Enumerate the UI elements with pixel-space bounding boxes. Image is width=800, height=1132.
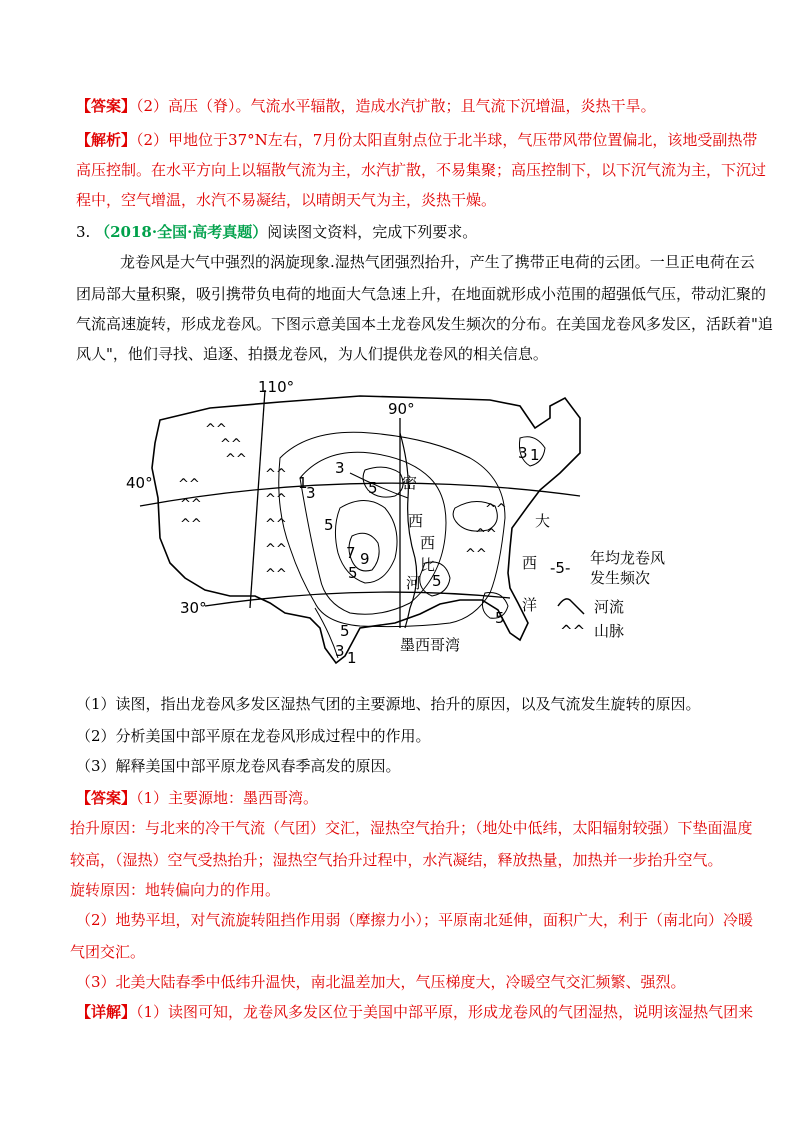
- mountain-icon: ^^: [180, 497, 202, 512]
- river-label-char: 西: [420, 534, 436, 552]
- prev-analysis-line-1: [76, 130, 758, 150]
- lon-label-110: 110°: [258, 378, 295, 396]
- lon-line-110: [250, 390, 265, 608]
- ocean-label-char: 洋: [522, 596, 538, 614]
- answer-line-1: [76, 788, 736, 808]
- prev-answer-line: [76, 96, 736, 116]
- answer-tag: 【答案】: [76, 97, 137, 115]
- subquestion-2: （2）分析美国中部平原在龙卷风形成过程中的作用。: [76, 727, 431, 745]
- river-label-char: 河: [406, 574, 422, 592]
- detail-line-1: [76, 1002, 754, 1022]
- ocean-label-char: 大: [535, 512, 551, 530]
- legend-contour-value: -5-: [550, 559, 571, 577]
- river-label-char: 密: [402, 474, 418, 492]
- contour-label: 5: [368, 479, 378, 497]
- mountain-icon: ^^: [265, 542, 287, 557]
- contour-label: 1: [530, 446, 540, 464]
- contour-label: 5: [340, 622, 350, 640]
- answer-line-5: （2）地势平坦，对气流旋转阻挡作用弱（摩擦力小）；平原南北延伸，面积广大，利于（南北向）冷暖: [76, 911, 754, 929]
- mountain-icon: ^^: [475, 527, 497, 542]
- contour-label: 7: [346, 544, 356, 562]
- prev-analysis-text-1: （2）甲地位于37°N左右，7月份太阳直射点位于北半球，气压带风带位置偏北，该地受副热带: [136, 131, 758, 149]
- mountain-icon: ^^: [465, 547, 487, 562]
- legend-contour-text-1: 年均龙卷风: [590, 549, 666, 567]
- question-number: 3.: [76, 223, 91, 241]
- question-instruction: 阅读图文资料，完成下列要求。: [267, 223, 478, 241]
- detail-text-1: （1）读图可知，龙卷风多发区位于美国中部平原，形成龙卷风的气团湿热，说明该湿热气团来: [136, 1003, 754, 1021]
- mountain-icon: ^^: [178, 477, 200, 492]
- contour-label: 5: [432, 572, 442, 590]
- lat-line-40: [140, 483, 580, 506]
- lat-label-40: 40°: [126, 474, 153, 492]
- contour-label: 5: [495, 609, 505, 627]
- mountain-icon: ^^: [265, 517, 287, 532]
- passage-line-3: 气流高速旋转，形成龙卷风。下图示意美国本土龙卷风发生频次的分布。在美国龙卷风多发区，活跃着"追: [76, 315, 773, 333]
- passage-line-4: 风人"，他们寻找、追逐、拍摄龙卷风，为人们提供龙卷风的相关信息。: [76, 345, 548, 363]
- prev-analysis-line-3: 程中，空气增温，水汽不易凝结，以晴朗天气为主，炎热干燥。: [76, 191, 497, 209]
- subquestion-3: （3）解释美国中部平原龙卷风春季高发的原因。: [76, 757, 401, 775]
- question-source: （2018·全国·高考真题）: [95, 223, 268, 241]
- answer-line-4: 旋转原因：地转偏向力的作用。: [70, 881, 281, 899]
- legend-contour-text-2: 发生频次: [590, 569, 651, 587]
- mountain-icon: ^^: [220, 437, 242, 452]
- mountain-symbols: [178, 422, 507, 582]
- legend-mountain-text: 山脉: [594, 622, 625, 640]
- analysis-tag: 【解析】: [76, 131, 137, 149]
- passage-line-2: 团局部大量积聚，吸引携带负电荷的地面大气急速上升，在地面就形成小范围的超强低气压，带动汇聚的: [76, 285, 767, 303]
- lon-label-90: 90°: [388, 400, 415, 418]
- answer-line-6: 气团交汇。: [70, 943, 146, 961]
- answer-line-7: （3）北美大陆春季中低纬升温快，南北温差加大，气压梯度大，冷暖空气交汇频繁、强烈。: [76, 973, 686, 991]
- detail-tag: 【详解】: [76, 1003, 137, 1021]
- tornado-frequency-map: [110, 378, 670, 670]
- answer-line-3: 较高，（湿热）空气受热抬升；湿热空气抬升过程中，水汽凝结，释放热量，加热并一步抬升空气。: [70, 851, 723, 869]
- lat-label-30: 30°: [180, 599, 207, 617]
- mountain-icon: ^^: [265, 567, 287, 582]
- question-header: [76, 222, 736, 242]
- passage-line-1: 龙卷风是大气中强烈的涡旋现象.湿热气团强烈抬升，产生了携带正电荷的云团。一旦正电荷在云: [120, 253, 755, 271]
- contour-label: 9: [360, 550, 370, 568]
- contour-1: [279, 432, 505, 626]
- mountain-icon: ^^: [225, 452, 247, 467]
- mountain-icon: ^^: [265, 492, 287, 507]
- river-tributary: [350, 473, 408, 498]
- map-legend: [550, 549, 665, 640]
- river-label-char: 比: [420, 556, 436, 574]
- subquestion-1: （1）读图，指出龙卷风多发区湿热气团的主要源地、抬升的原因，以及气流发生旋转的原因。: [76, 695, 701, 713]
- mountain-icon: ^^: [205, 422, 227, 437]
- prev-analysis-line-2: 高压控制。在水平方向上以辐散气流为主，水汽扩散，不易集聚；高压控制下，以下沉气流为主，下沉过: [76, 161, 767, 179]
- contour-label: 3: [335, 642, 345, 660]
- legend-river-text: 河流: [594, 598, 625, 616]
- contour-label: 1: [298, 474, 308, 492]
- contour-label: 3: [335, 459, 345, 477]
- contour-label: 1: [347, 649, 357, 667]
- answer-line-2: 抬升原因：与北来的冷干气流（气团）交汇，湿热空气抬升；（地处中低纬，太阳辐射较强）下垫面温度: [70, 819, 753, 837]
- answer-text-1: （1）主要源地：墨西哥湾。: [136, 789, 319, 807]
- legend-river-icon: [558, 599, 584, 614]
- contour-label: 3: [518, 444, 528, 462]
- legend-mountain-icon: ^^: [560, 622, 586, 640]
- river-label-char: 西: [408, 512, 424, 530]
- ocean-label-char: 西: [522, 554, 538, 572]
- contour-label: 5: [348, 564, 358, 582]
- mountain-icon: ^^: [180, 517, 202, 532]
- answer-tag: 【答案】: [76, 789, 137, 807]
- gulf-label: 墨西哥湾: [400, 636, 461, 654]
- contour-label: 3: [306, 484, 316, 502]
- mountain-icon: ^^: [265, 467, 287, 482]
- contour-label: 5: [324, 516, 334, 534]
- prev-answer-text: （2）高压（脊）。气流水平辐散，造成水汽扩散；且气流下沉增温，炎热干旱。: [136, 97, 656, 115]
- mountain-icon: ^^: [485, 502, 507, 517]
